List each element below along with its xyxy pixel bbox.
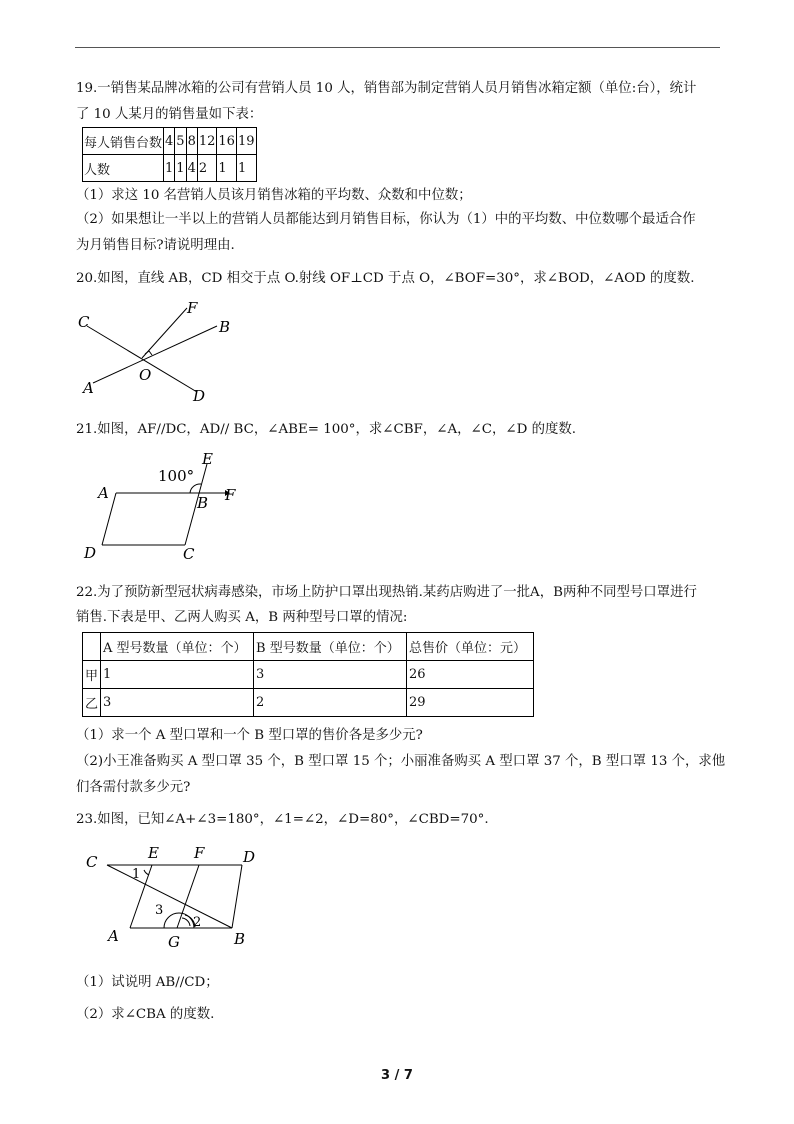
table-cell: 乙 bbox=[83, 689, 101, 717]
label-e: E bbox=[202, 450, 213, 468]
table-cell: 甲 bbox=[83, 661, 101, 689]
table-row bbox=[83, 128, 257, 155]
q23-figure bbox=[82, 838, 282, 953]
q19-sub1: （1）求这 10 名营销人员该月销售冰箱的平均数、众数和中位数； bbox=[76, 188, 472, 203]
label-e: E bbox=[148, 844, 159, 862]
label-f: F bbox=[187, 299, 198, 317]
label-c: C bbox=[86, 853, 98, 871]
header-rule bbox=[75, 47, 720, 48]
label-d: D bbox=[84, 544, 97, 562]
table-cell: 16 bbox=[217, 128, 237, 155]
line-cb bbox=[107, 865, 232, 928]
q19-sales-table bbox=[82, 127, 257, 182]
q23-sub2: （2）求∠CBA 的度数. bbox=[76, 1007, 215, 1022]
table-header: 总售价（单位：元） bbox=[407, 633, 534, 661]
table-cell: 3 bbox=[101, 689, 254, 717]
angle-1-arc bbox=[144, 870, 149, 875]
line-ab bbox=[93, 326, 217, 383]
table-cell: 每人销售台数 bbox=[83, 128, 164, 155]
q22-sub2-line1: （2)小王准备购买 A 型口罩 35 个，B 型口罩 15 个；小丽准备购买 A 型口罩 37 个，B 型口罩 13 个，求他 bbox=[76, 754, 726, 769]
table-cell: 1 bbox=[175, 155, 186, 182]
label-b: B bbox=[197, 494, 209, 512]
q23-text: 23.如图，已知∠A+∠3=180°，∠1=∠2，∠D=80°，∠CBD=70°. bbox=[76, 812, 489, 827]
q21-text: 21.如图，AF//DC，AD// BC，∠ABE= 100°，求∠CBF，∠A，∠C，∠D 的度数. bbox=[76, 422, 577, 437]
q23-sub1: （1）试说明 AB//CD； bbox=[76, 975, 219, 990]
q19-text-line2: 了 10 人某月的销售量如下表： bbox=[76, 107, 263, 122]
table-cell: 2 bbox=[254, 689, 407, 717]
table-cell bbox=[83, 633, 101, 661]
q22-sub2-line2: 们各需付款多少元? bbox=[76, 780, 191, 795]
label-a: A bbox=[108, 927, 119, 945]
table-cell: 26 bbox=[407, 661, 534, 689]
label-angle-3: 3 bbox=[155, 903, 164, 918]
table-cell: 1 bbox=[164, 155, 175, 182]
table-cell: 8 bbox=[186, 128, 197, 155]
q21-figure bbox=[80, 448, 260, 564]
q22-text-line1: 22.为了预防新型冠状病毒感染，市场上防护口罩出现热销.某药店购进了一批A，B两种不同型号口罩进行 bbox=[76, 585, 697, 600]
label-g: G bbox=[168, 933, 180, 951]
right-angle-mark bbox=[145, 351, 152, 355]
label-a: A bbox=[98, 484, 109, 502]
q22-sub1: （1）求一个 A 型口罩和一个 B 型口罩的售价各是多少元? bbox=[76, 728, 423, 743]
label-f: F bbox=[225, 486, 236, 504]
table-cell: 1 bbox=[236, 155, 256, 182]
table-cell: 人数 bbox=[83, 155, 164, 182]
label-d: D bbox=[243, 848, 256, 866]
label-angle-2: 2 bbox=[193, 915, 202, 930]
label-o: O bbox=[139, 366, 152, 384]
q19-sub2-line1: （2）如果想让一半以上的营销人员都能达到月销售目标，你认为（1）中的平均数、中位数哪个最适合作 bbox=[76, 212, 696, 227]
q22-text-line2: 销售.下表是甲、乙两人购买 A，B 两种型号口罩的情况: bbox=[76, 610, 408, 625]
q22-price-table bbox=[82, 632, 534, 717]
label-c: C bbox=[78, 313, 90, 331]
table-row bbox=[83, 689, 534, 717]
label-f: F bbox=[194, 844, 205, 862]
table-cell: 4 bbox=[164, 128, 175, 155]
angle-2-arc bbox=[182, 918, 190, 926]
q19-text-line1: 19.一销售某品牌冰箱的公司有营销人员 10 人，销售部为制定营销人员月销售冰箱定额（单位:台），统计 bbox=[76, 81, 697, 96]
q20-text: 20.如图，直线 AB，CD 相交于点 O.射线 OF⊥CD 于点 O，∠BOF=30°，求∠BOD，∠AOD 的度数. bbox=[76, 271, 695, 286]
table-cell: 5 bbox=[175, 128, 186, 155]
table-cell: 1 bbox=[217, 155, 237, 182]
q19-sub2-line2: 为月销售目标?请说明理由. bbox=[76, 238, 235, 253]
label-d: D bbox=[193, 387, 206, 405]
table-cell: 3 bbox=[254, 661, 407, 689]
table-row bbox=[83, 155, 257, 182]
table-cell: 2 bbox=[197, 155, 217, 182]
label-a: A bbox=[83, 379, 94, 397]
table-cell: 29 bbox=[407, 689, 534, 717]
label-b: B bbox=[219, 318, 231, 336]
table-cell: 19 bbox=[236, 128, 256, 155]
table-row bbox=[83, 633, 534, 661]
table-cell: 12 bbox=[197, 128, 217, 155]
label-b: B bbox=[234, 930, 246, 948]
table-cell: 1 bbox=[101, 661, 254, 689]
line-bd bbox=[232, 865, 242, 928]
page-number: 3 / 7 bbox=[381, 1068, 413, 1083]
table-header: B 型号数量（单位：个） bbox=[254, 633, 407, 661]
label-angle-1: 1 bbox=[132, 867, 141, 882]
q20-figure bbox=[70, 296, 240, 406]
table-row bbox=[83, 661, 534, 689]
table-cell: 4 bbox=[186, 155, 197, 182]
label-c: C bbox=[183, 545, 195, 563]
label-angle: 100° bbox=[158, 467, 195, 485]
table-header: A 型号数量（单位：个） bbox=[101, 633, 254, 661]
